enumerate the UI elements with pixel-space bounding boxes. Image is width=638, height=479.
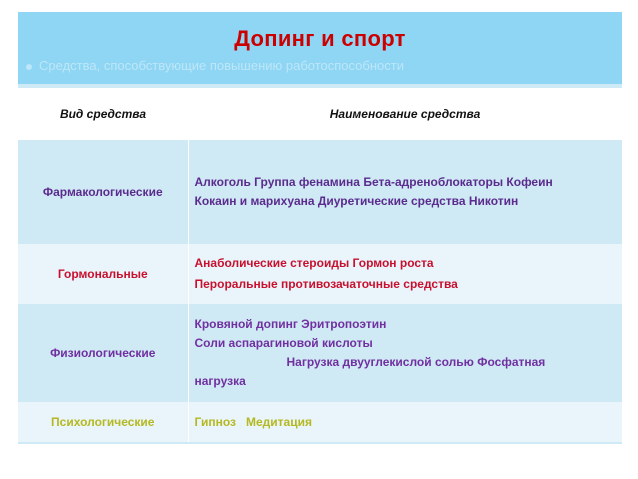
name-line-text: Нагрузка двууглекислой солью Фосфатная <box>286 355 546 369</box>
title-banner <box>18 12 622 84</box>
type-cell: Психологические <box>18 402 188 442</box>
name-item: Гипноз <box>194 414 237 429</box>
table-row <box>18 140 622 244</box>
name-line: Соли аспарагиновой кислоты <box>194 336 373 350</box>
type-cell: Фармакологические <box>18 140 188 244</box>
name-line: Кокаин и марихуана Диуретические средства Никотин <box>194 194 519 208</box>
name-cell <box>188 244 622 304</box>
doping-table <box>18 88 622 442</box>
bullet-icon <box>26 64 32 70</box>
name-line: Алкоголь Группа фенамина Бета-адреноблокаторы Кофеин <box>194 175 553 189</box>
name-line: Пероральные противозачаточные средства <box>194 277 458 291</box>
name-cell <box>188 402 622 442</box>
name-line: Анаболические стероиды Гормон роста <box>194 256 434 270</box>
type-cell: Гормональные <box>18 244 188 304</box>
table-row <box>18 304 622 402</box>
slide-title: Допинг и спорт <box>234 26 406 51</box>
table-row <box>18 244 622 304</box>
header-type: Вид средства <box>18 88 188 140</box>
table-row <box>18 402 622 442</box>
slide <box>18 12 622 444</box>
header-name: Наименование средства <box>188 88 622 140</box>
name-cell <box>188 140 622 244</box>
name-line: Кровяной допинг Эритропоэтин <box>194 317 387 331</box>
slide-subtitle <box>26 58 404 73</box>
subtitle-text: Средства, способствующие повышению работоспособности <box>39 58 404 73</box>
name-line: нагрузка <box>194 374 246 388</box>
type-cell: Физиологические <box>18 304 188 402</box>
table-header-row <box>18 88 622 140</box>
name-item: Медитация <box>246 414 312 429</box>
name-line <box>195 353 623 372</box>
name-cell <box>188 304 622 402</box>
